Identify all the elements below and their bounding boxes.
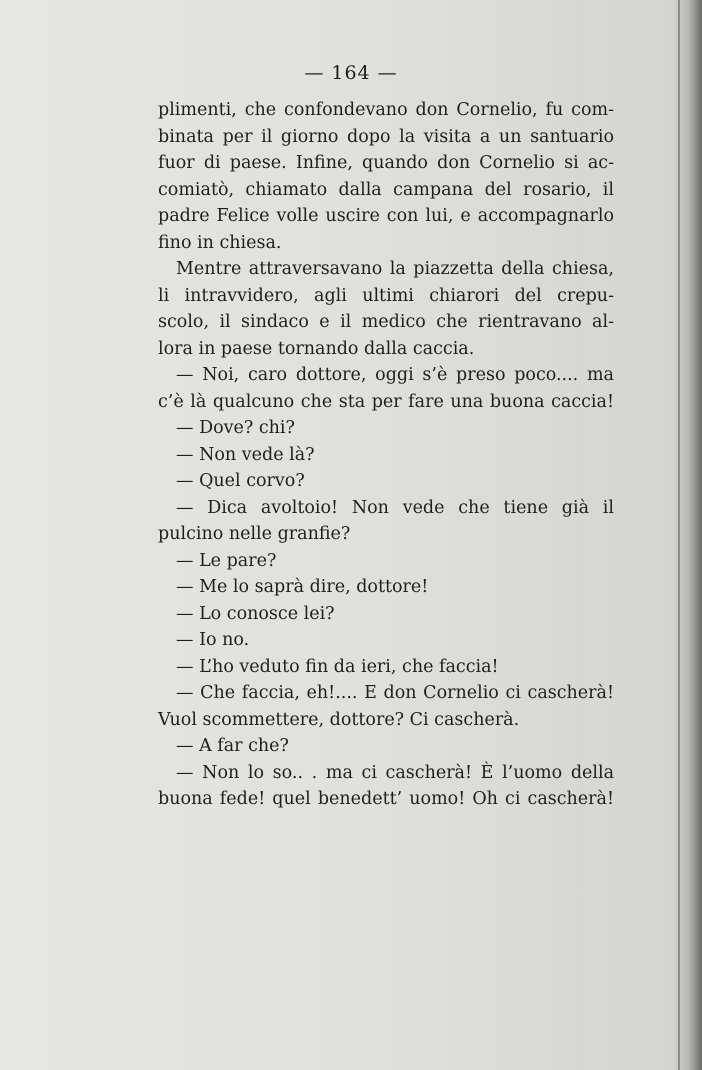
text-line: pulcino nelle granfie? (158, 524, 351, 544)
text-line: — Le pare? (176, 550, 277, 571)
text-line: padre Felice volle uscire con lui, e accompagnarlo (158, 206, 614, 226)
text-line: binata per il giorno dopo la visita a un santuario (158, 126, 614, 147)
page-number: — 164 — (304, 62, 398, 84)
text-line: fuor di paese. Infine, quando don Cornelio si ac- (158, 153, 614, 173)
text-line: — Che faccia, eh!.... E don Cornelio ci cascherà! (176, 683, 614, 703)
text-line: — L’ho veduto fin da ieri, che faccia! (176, 656, 499, 677)
text-line: — Non lo so.. . ma ci cascherà! È l’uomo della (176, 762, 614, 783)
page-edge-shadow (672, 0, 702, 1070)
text-line: fino in chiesa. (158, 232, 282, 253)
text-line: — A far che? (176, 736, 289, 756)
text-line: — Dica avoltoio! Non vede che tiene già il (176, 497, 614, 518)
text-line: comiatò, chiamato dalla campana del rosario, il (158, 179, 614, 200)
text-line: scolo, il sindaco e il medico che rientravano al- (158, 312, 614, 332)
text-line: li intravvidero, agli ultimi chiarori del crepu- (158, 285, 614, 306)
text-line: Vuol scommettere, dottore? Ci cascherà. (158, 709, 520, 730)
text-line: — Quel corvo? (176, 471, 305, 491)
text-line: — Io no. (176, 630, 250, 650)
body-text (158, 97, 614, 813)
text-line: — Lo conosce lei? (176, 603, 335, 624)
binding-edge (678, 0, 680, 1070)
text-line: plimenti, che confondevano don Cornelio, fu com- (158, 100, 614, 120)
text-line: lora in paese tornando dalla caccia. (158, 338, 475, 359)
text-line: buona fede! quel benedett’ uomo! Oh ci cascherà! (158, 789, 614, 809)
text-line: c’è là qualcuno che sta per fare una buona caccia! (158, 391, 614, 412)
text-line: — Dove? chi? (176, 418, 295, 438)
text-line: — Noi, caro dottore, oggi s’è preso poco.... ma (176, 365, 614, 385)
text-line: Mentre attraversavano la piazzetta della chiesa, (176, 259, 614, 279)
text-line: — Me lo saprà dire, dottore! (176, 577, 429, 597)
text-line: — Non vede là? (176, 444, 315, 465)
